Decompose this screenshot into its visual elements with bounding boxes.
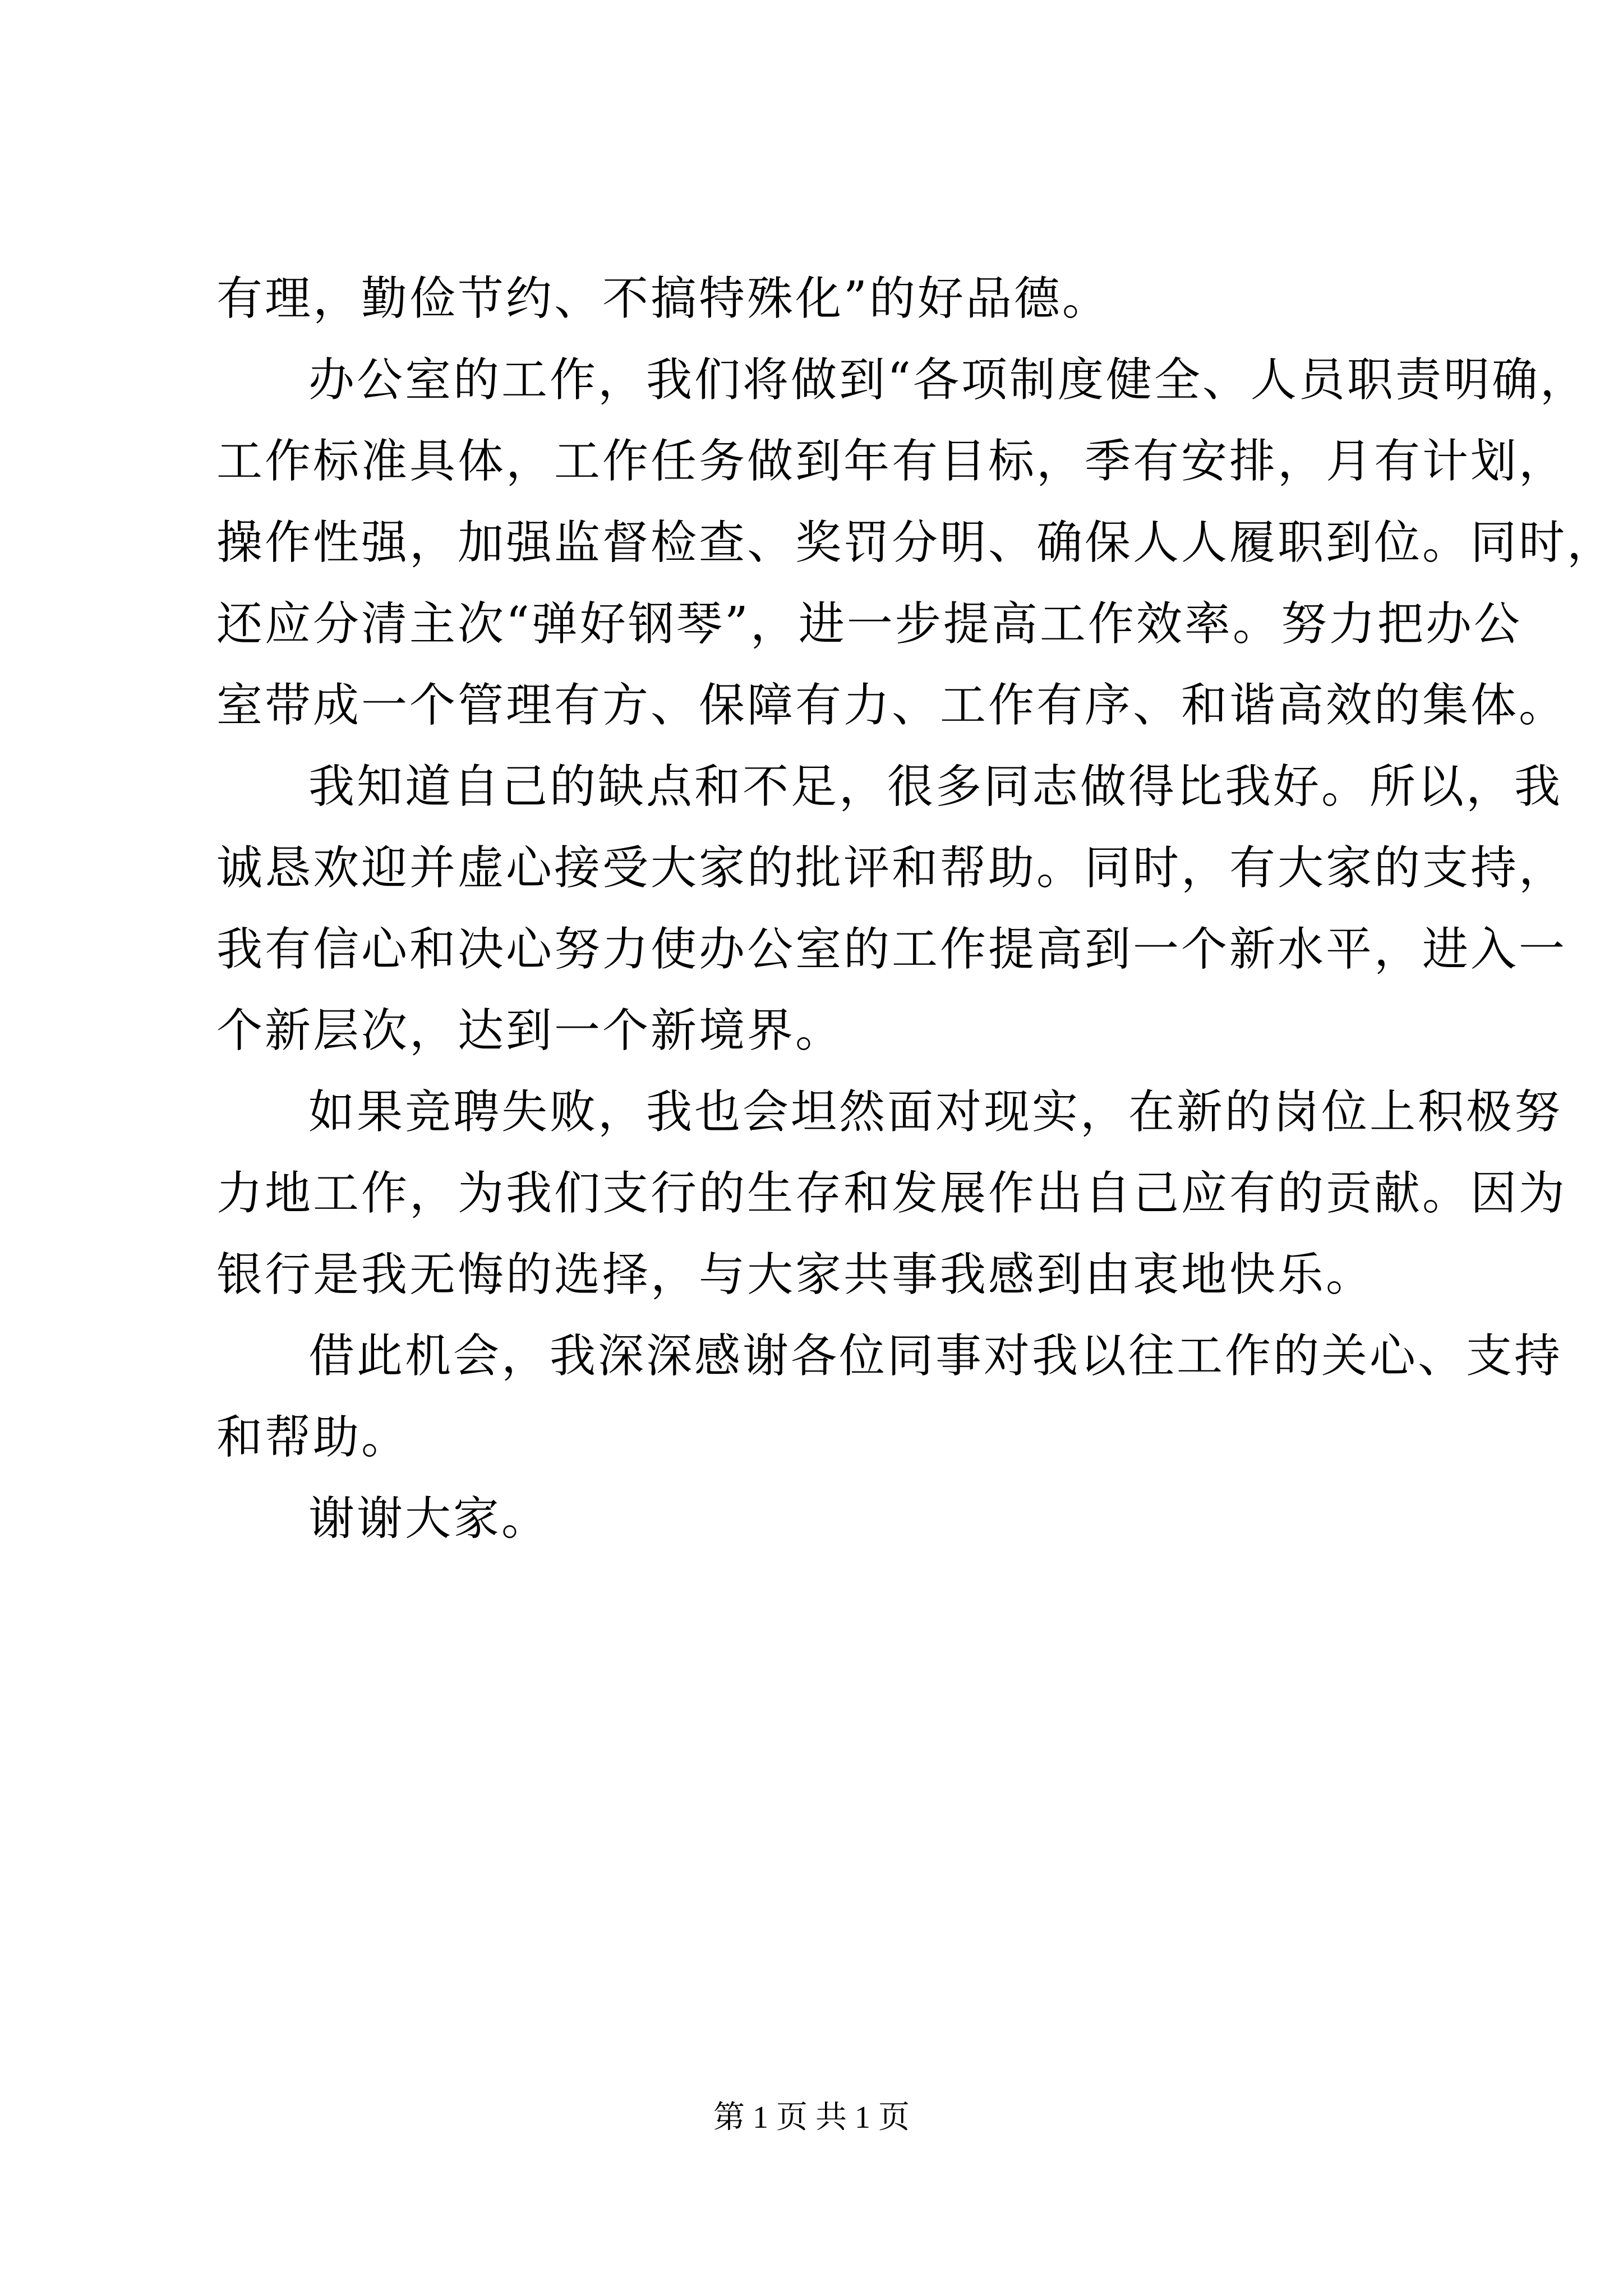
text-line: 诚恳欢迎并虚心接受大家的批评和帮助。同时，有大家的支持， [216,841,1567,895]
text-line: 银行是我无悔的选择，与大家共事我感到由衷地快乐。 [216,1248,1375,1301]
paragraph-first-line: 如果竞聘失败，我也会坦然面对现实，在新的岗位上积极努 [308,1085,1563,1139]
text-line: 有理，勤俭节约、不搞特殊化”的好品德。 [216,272,1110,325]
text-line: 个新层次，达到一个新境界。 [216,1004,844,1057]
paragraph-first-line: 我知道自己的缺点和不足，很多同志做得比我好。所以，我 [308,760,1563,813]
text-line: 还应分清主次“弹好钢琴”，进一步提高工作效率。努力把办公 [216,597,1522,651]
paragraph-first-line: 谢谢大家。 [308,1492,550,1545]
page-number-footer: 第 1 页 共 1 页 [713,2100,910,2135]
text-line: 力地工作，为我们支行的生存和发展作出自己应有的贡献。因为 [216,1167,1567,1220]
paragraph-first-line: 办公室的工作，我们将做到“各项制度健全、人员职责明确， [308,353,1588,407]
text-line: 操作性强，加强监督检查、奖罚分明、确保人人履职到位。同时， [216,516,1616,569]
text-line: 和帮助。 [216,1411,410,1464]
document-body [216,258,1616,1559]
text-line: 工作标准具体，工作任务做到年有目标，季有安排，月有计划， [216,435,1567,488]
text-line: 我有信心和决心努力使办公室的工作提高到一个新水平，进入一 [216,923,1567,976]
text-line: 室带成一个管理有方、保障有力、工作有序、和谐高效的集体。 [216,679,1567,732]
paragraph-first-line: 借此机会，我深深感谢各位同事对我以往工作的关心、支持 [308,1329,1563,1383]
